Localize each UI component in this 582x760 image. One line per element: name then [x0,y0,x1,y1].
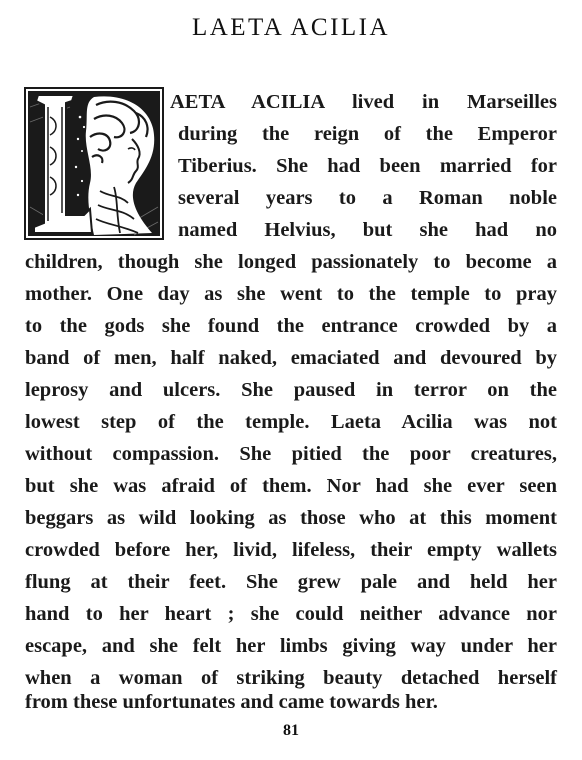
text-line-12: without compassion. She pitied the poor creatures, [25,443,557,465]
text-line-6: children, though she longed passionately to become a [25,251,557,273]
text-line-19: when a woman of striking beauty detached herself [25,667,557,689]
text-line-3: Tiberius. She had been married for [178,155,557,177]
chapter-title: LAETA ACILIA [191,14,391,41]
text-line-10: leprosy and ulcers. She paused in terror on the [25,379,557,401]
text-line-18: escape, and she felt her limbs giving way under her [25,635,557,657]
text-line-20: from these unfortunates and came towards her. [25,691,438,713]
decorated-initial-l [24,87,164,240]
text-line-13: but she was afraid of them. Nor had she ever seen [25,475,557,497]
text-line-1: AETA ACILIA lived in Marseilles [170,91,557,113]
text-line-14: beggars as wild looking as those who at this moment [25,507,557,529]
text-line-2: during the reign of the Emperor [178,123,557,145]
text-line-16: flung at their feet. She grew pale and held her [25,571,557,593]
text-line-7: mother. One day as she went to the temple to pray [25,283,557,305]
page-number: 81 [283,722,299,739]
text-line-15: crowded before her, livid, lifeless, their empty wallets [25,539,557,561]
text-line-4: several years to a Roman noble [178,187,557,209]
text-line-11: lowest step of the temple. Laeta Acilia was not [25,411,557,433]
text-line-9: band of men, half naked, emaciated and devoured by [25,347,557,369]
text-line-5: named Helvius, but she had no [178,219,557,241]
text-line-17: hand to her heart ; she could neither advance nor [25,603,557,625]
text-line-8: to the gods she found the entrance crowded by a [25,315,557,337]
